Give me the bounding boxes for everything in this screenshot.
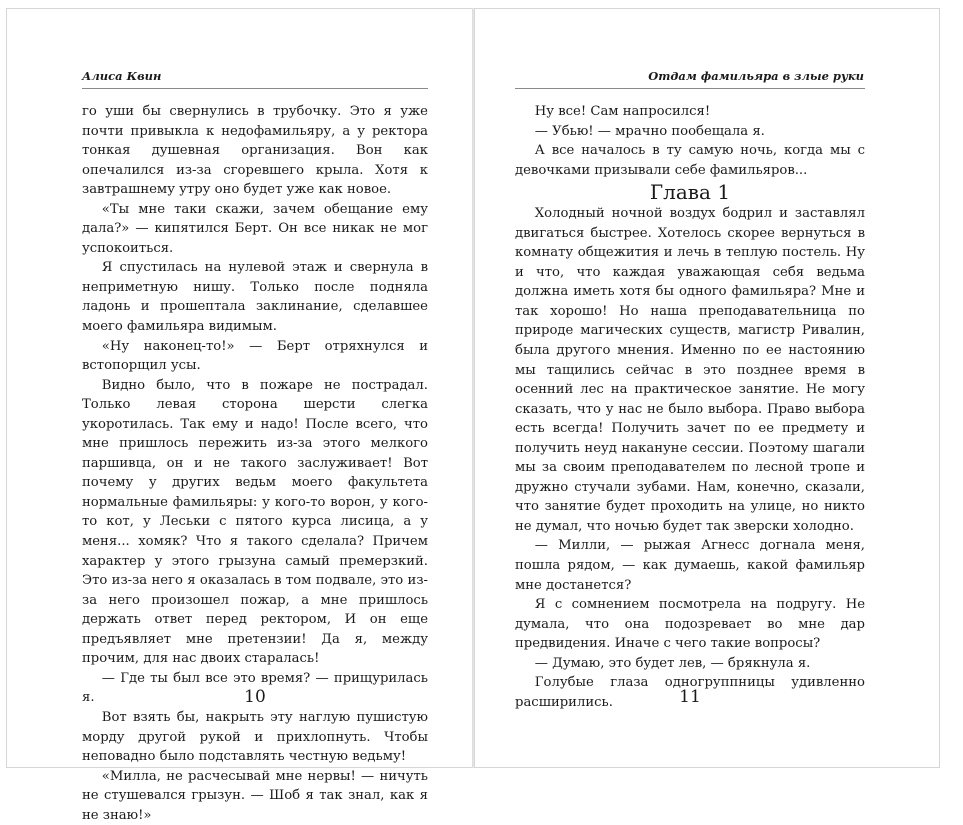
paragraph: — Убью! — мрачно пообещала я. [534,123,765,139]
paragraph: Видно было, что в пожаре не пострадал. Только левая сторона шерсти слегка укоротилась. Так ему и надо! После всего, что мне пришлось пережить из-за этого мелкого паршивца, он и не такого заслуживает! Вот почему у других ведьм моего факультета нормальные фамильяры: у кого-то ворон, у кого-то кот, у Леськи с пятого курса лисица, а у меня... хомяк? Что я такого сделала? Причем характер у этого грызуна самый премерзкий. Это из-за него я оказалась в том подвале, это из-за него произошел пожар, а мне пришлось держать ответ перед ректором, И он еще предъявляет мне претензии! Да я, между прочим, для нас двоих старалась! [82,377,428,667]
header-rule [82,88,428,89]
paragraph: Холодный ночной воздух бодрил и заставлял двигаться быстрее. Хотелось скорее вернуться в комнату общежития и лечь в теплую постель. Ну и что, что каждая уважающая себя ведьма должна иметь хотя бы одного фамильяра? Мне и так хорошо! Но наша преподавательница по природе магических существ, магистр Ривалин, была другого мнения. Именно по ее настоянию мы тащились сейчас в это позднее время в осенний лес на практическое занятие. Не могу сказать, что у нас не было выбора. Право выбора есть всегда! Получить зачет по ее предмету и получить неуд накануне сессии. Поэтому шагали мы за своим преподавателем по лесной тропе и дружно стучали зубами. Нам, конечно, сказали, что занятие будет проходить на улице, но никто не думал, что ночью будет так зверски холодно. [515,206,865,534]
header-rule [515,88,865,89]
left-page-text [82,102,428,825]
paragraph: «Ты мне таки скажи, зачем обещание ему дала?» — кипятился Берт. Он все никак не мог успокоиться. [82,201,428,256]
page-number: 10 [244,687,266,707]
left-page [6,8,474,823]
paragraph: — Милли, — рыжая Агнесс догнала меня, пошла рядом, — как думаешь, какой фамильяр мне достанется? [515,538,865,593]
running-head-author: Алиса Квин [82,69,162,83]
paragraph: го уши бы свернулись в трубочку. Это я уже почти привыкла к недофамильяру, а у ректора тонкая душевная организация. Вон как опечалился из-за сгоревшего крыла. Хотя к завтрашнему утру оно будет уже как новое. [82,104,428,198]
chapter-title: Глава 1 [649,180,731,205]
paragraph: «Милла, не расчесывай мне нервы! — ничуть не стушевался грызун. — Шоб я так знал, как я не знаю!» [82,768,428,823]
paragraph: — Где ты был все это время? — прищурилась я. [82,670,428,706]
page-number: 11 [679,687,701,707]
paragraph: Я спустилась на нулевой этаж и свернула в неприметную нишу. Только после подняла ладонь и прошептала заклинание, сделавшее моего фамильяра видимым. [82,260,428,335]
paragraph: Я с сомнением посмотрела на подругу. Не думала, что она подозревает во мне дар предвидения. Иначе с чего такие вопросы? [515,597,865,652]
paragraph: А все началось в ту самую ночь, когда мы с девочками призывали себе фамильяров... [515,143,865,178]
right-page-text [515,102,865,712]
paragraph: Ну все! Сам напросился! [534,104,711,119]
right-page [474,8,940,768]
running-head-title: Отдам фамильяра в злые руки [648,69,864,83]
paragraph: «Ну наконец-то!» — Берт отряхнулся и встопорщил усы. [82,338,428,374]
paragraph: Вот взять бы, накрыть эту наглую пушистую морду другой рукой и прихлопнуть. Чтобы неповадно было подставлять честную ведьму! [82,709,428,765]
paragraph: Голубые глаза одногруппницы удивленно расширились. [515,675,865,710]
paragraph: — Думаю, это будет лев, — брякнула я. [534,655,811,671]
